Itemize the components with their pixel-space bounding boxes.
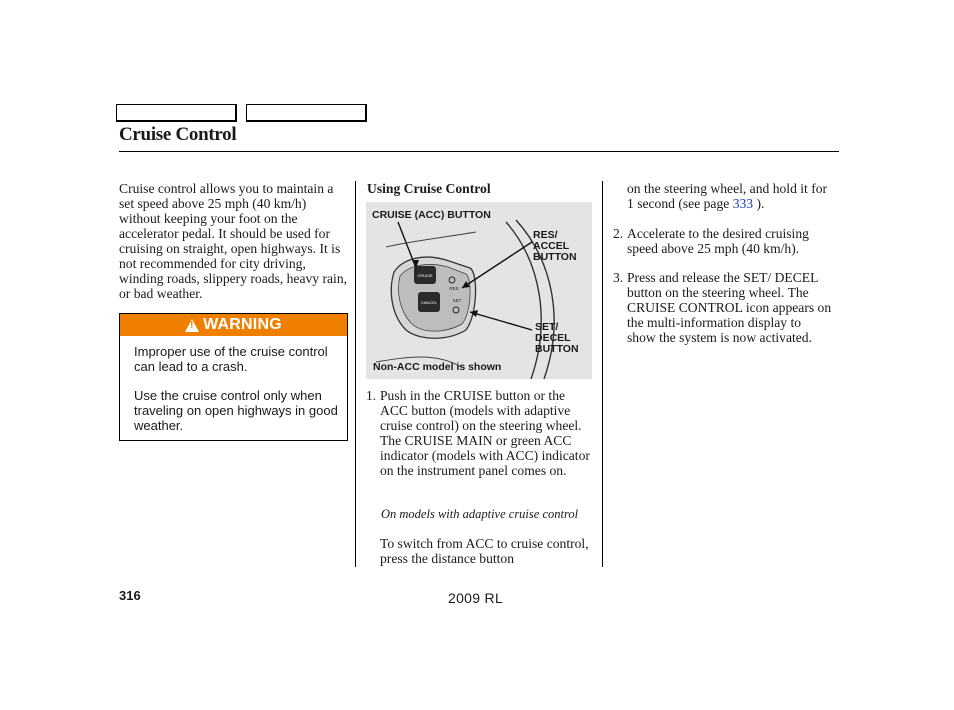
continuation-text (627, 181, 837, 211)
step-1-number: 1. (366, 388, 377, 403)
page-link-333[interactable]: 333 (732, 196, 754, 211)
label-res-accel-button: RES/ ACCEL BUTTON (533, 229, 577, 263)
label-set-decel-button: SET/ DECEL BUTTON (535, 321, 579, 355)
title-rule (119, 151, 839, 152)
model-footer: 2009 RL (448, 590, 504, 606)
warning-box (119, 313, 348, 441)
warning-text-2: Use the cruise control only when traveling on open highways in good weather. (134, 388, 338, 433)
page-number: 316 (119, 588, 141, 603)
step-3-text: Press and release the SET/ DECEL button on the steering wheel. The CRUISE CONTROL icon appears on the multi-information display to show the system is now activated. (627, 270, 832, 345)
step-1-text: Push in the CRUISE button or the ACC button (models with adaptive cruise control) on the steering wheel. The CRUISE MAIN or green ACC indicator (models with ACC) indicator on the instrument panel comes on. (380, 388, 590, 478)
acc-model-note-text: To switch from ACC to cruise control, press the distance button (380, 536, 589, 566)
header-tab-left (116, 104, 237, 122)
warning-text-1: Improper use of the cruise control can lead to a crash. (134, 344, 328, 374)
column-divider-2 (602, 181, 603, 567)
set-button-text: SET (452, 298, 462, 303)
figure-caption: Non-ACC model is shown (373, 361, 502, 373)
label-cruise-button: CRUISE (ACC) BUTTON (372, 209, 491, 221)
section-heading: Using Cruise Control (367, 181, 491, 196)
continuation-text-start: on the steering wheel, and hold it for 1 second (see page (627, 181, 828, 211)
steering-wheel-figure (366, 202, 592, 379)
header-tab-right (246, 104, 367, 122)
intro-paragraph: Cruise control allows you to maintain a set speed above 25 mph (40 km/h) without keeping your foot on the accelerator pedal. It should be used for cruising on straight, open highways. It is not recommended for city driving, winding roads, slippery roads, heavy rain, or bad weather. (119, 181, 348, 301)
warning-header (120, 314, 347, 336)
res-button-text: RES (449, 286, 459, 291)
warning-icon: ! (185, 319, 199, 332)
step-3-number: 3. (613, 270, 624, 285)
acc-model-note-heading: On models with adaptive cruise control (381, 507, 579, 521)
continuation-text-end: ). (753, 196, 765, 211)
warning-label: WARNING (203, 316, 282, 333)
step-2-text: Accelerate to the desired cruising speed above 25 mph (40 km/h). (627, 226, 809, 256)
cruise-button-text: CRUISE (417, 273, 433, 278)
page-title: Cruise Control (119, 124, 237, 145)
cancel-button-text: CANCEL (420, 300, 438, 305)
step-2-number: 2. (613, 226, 624, 241)
column-divider-1 (355, 181, 356, 567)
